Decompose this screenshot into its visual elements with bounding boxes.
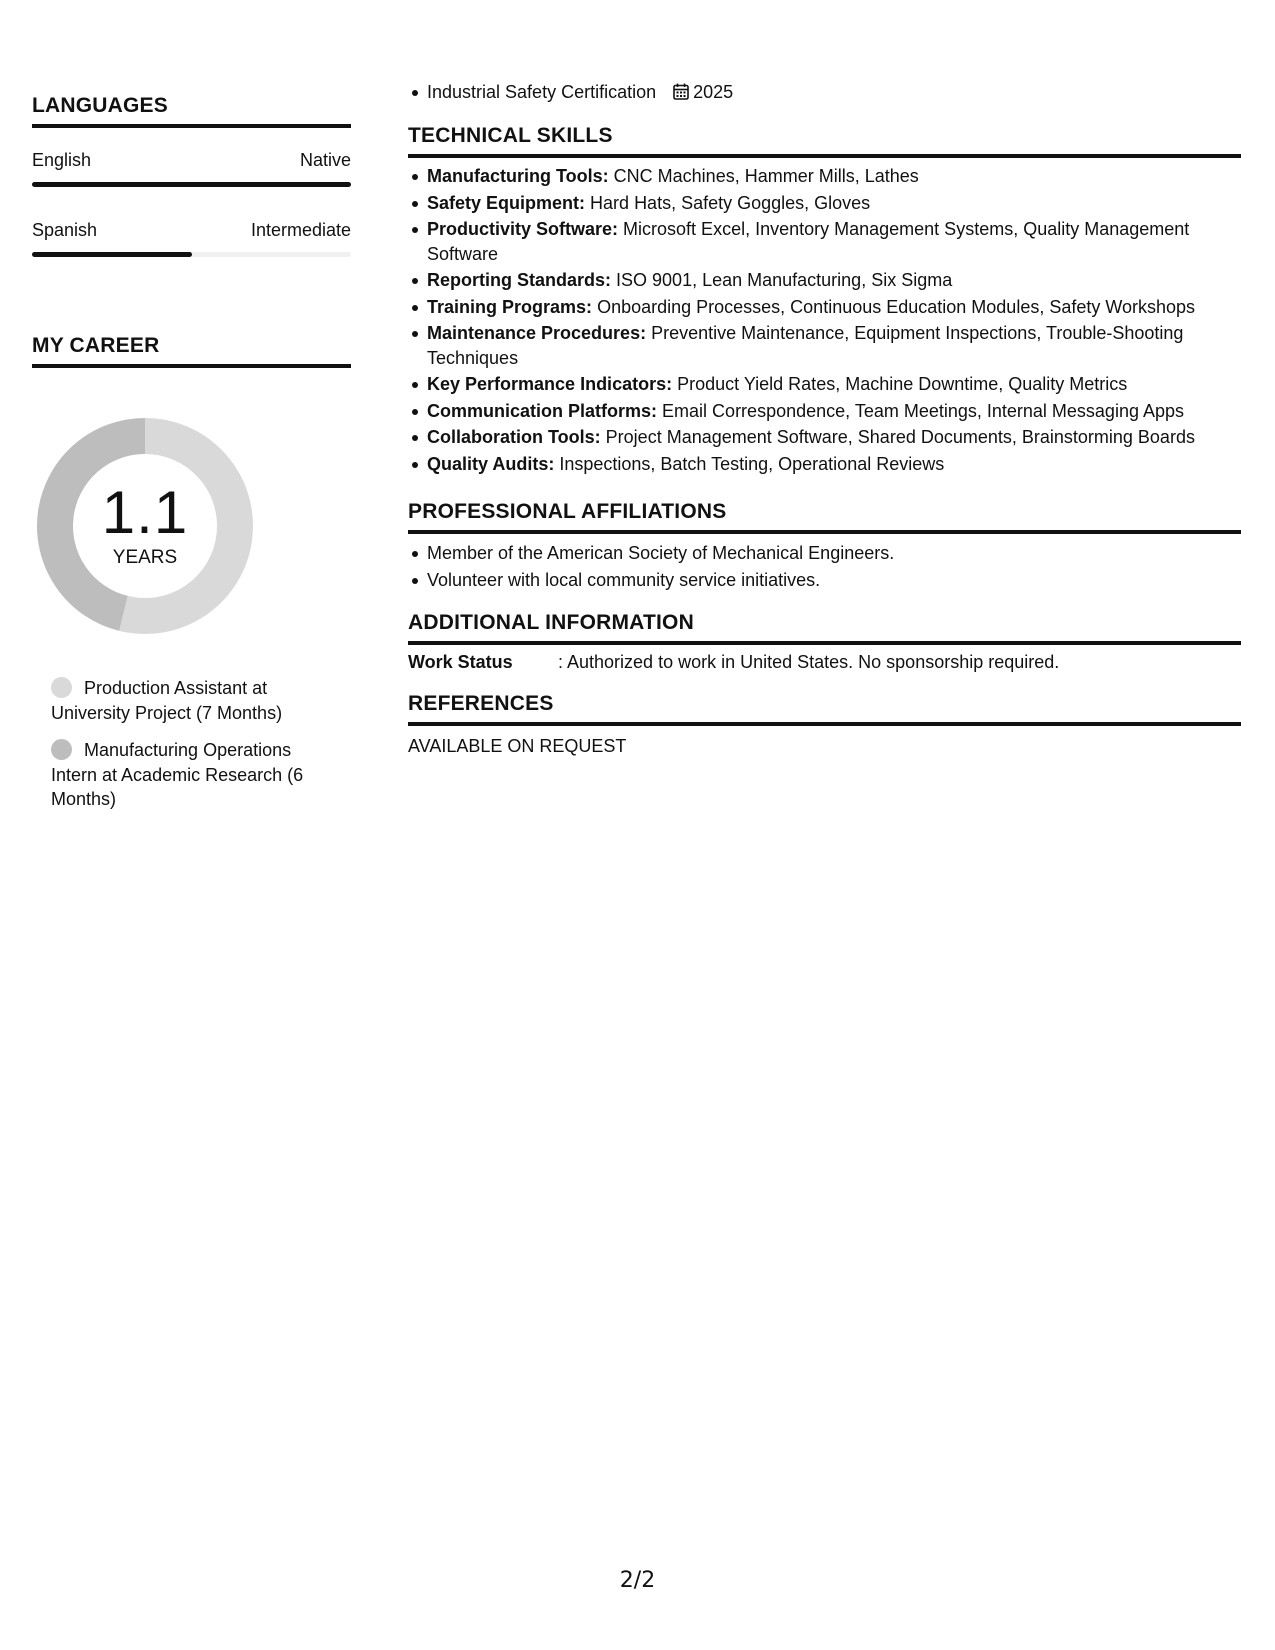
legend-dot-icon (51, 677, 72, 698)
skill-label: Communication Platforms: (427, 400, 658, 421)
languages-heading: LANGUAGES (32, 94, 351, 128)
technical-skills-list (408, 164, 1241, 478)
skill-label: Key Performance Indicators: (427, 374, 673, 394)
work-status-value: : Authorized to work in United States. No sponsorship required. (558, 652, 1060, 672)
language-name: Spanish (32, 220, 98, 240)
affiliation-item: Member of the American Society of Mechanical Engineers. (427, 541, 1260, 566)
career-donut-chart (32, 413, 258, 639)
skill-value: CNC Machines, Hammer Mills, Lathes (613, 166, 919, 186)
skill-item (427, 452, 1241, 477)
affiliations-list (408, 541, 1260, 594)
career-donut-center (32, 413, 258, 639)
skill-value: Hard Hats, Safety Goggles, Gloves (590, 192, 871, 213)
language-name: English (32, 150, 92, 170)
skill-item (427, 191, 1241, 216)
skill-value: Inspections, Batch Testing, Operational Reviews (559, 453, 945, 474)
calendar-icon (673, 83, 689, 100)
certification-name: Industrial Safety Certification (427, 82, 657, 102)
skill-value: Preventive Maintenance, Equipment Inspections, Trouble-Shooting Techniques (427, 323, 1184, 368)
skill-value: ISO 9001, Lean Manufacturing, Six Sigma (616, 270, 953, 290)
career-legend-item (51, 738, 331, 812)
certification-date (673, 82, 733, 102)
skill-item (427, 268, 1241, 293)
affiliations-heading: PROFESSIONAL AFFILIATIONS (408, 500, 1241, 534)
language-row-spanish (32, 220, 351, 241)
language-bar-english (32, 182, 351, 187)
language-bar-fill (32, 182, 351, 187)
skill-label: Productivity Software: (427, 219, 619, 239)
language-bar-fill (32, 252, 192, 257)
skill-label: Collaboration Tools: (427, 427, 601, 447)
skill-value: Project Management Software, Shared Documents, Brainstorming Boards (605, 427, 1195, 447)
skill-label: Maintenance Procedures: (427, 323, 647, 343)
legend-label: Production Assistant at University Project (7 Months) (51, 678, 283, 723)
work-status-label: Work Status (408, 652, 513, 672)
skill-item (427, 295, 1241, 320)
affiliation-item: Volunteer with local community service initiatives. (427, 568, 1260, 593)
skill-label: Reporting Standards: (427, 270, 612, 290)
skill-item (427, 399, 1241, 424)
skill-label: Manufacturing Tools: (427, 166, 609, 186)
skill-value: Onboarding Processes, Continuous Education Modules, Safety Workshops (597, 296, 1196, 317)
work-status-row (408, 652, 1241, 673)
language-level: Native (299, 150, 351, 170)
career-heading: MY CAREER (32, 334, 351, 368)
page-number: 2/2 (619, 1568, 656, 1593)
references-heading: REFERENCES (408, 692, 1241, 726)
skill-value: Microsoft Excel, Inventory Management Systems, Quality Management Software (427, 219, 1190, 264)
skill-item (427, 372, 1241, 397)
skill-item (427, 217, 1241, 266)
additional-info-heading: ADDITIONAL INFORMATION (408, 611, 1241, 645)
skill-value: Product Yield Rates, Machine Downtime, Quality Metrics (677, 374, 1128, 394)
language-row-english (32, 150, 351, 171)
career-total-unit: YEARS (112, 547, 178, 568)
legend-label: Manufacturing Operations Intern at Academic Research (6 Months) (51, 740, 304, 809)
skill-item (427, 164, 1241, 189)
language-bar-spanish (32, 252, 351, 257)
skill-item (427, 425, 1241, 450)
language-level: Intermediate (250, 220, 351, 240)
technical-skills-heading: TECHNICAL SKILLS (408, 124, 1241, 158)
skill-label: Safety Equipment: (427, 192, 586, 213)
certification-item (427, 80, 1260, 105)
career-total-value: 1.1 (101, 479, 189, 546)
skill-label: Training Programs: (427, 296, 593, 317)
references-text: AVAILABLE ON REQUEST (408, 736, 627, 756)
skill-value: Email Correspondence, Team Meetings, Internal Messaging Apps (662, 400, 1184, 421)
legend-dot-icon (51, 739, 72, 760)
certification-list (408, 80, 1260, 107)
certification-year: 2025 (693, 82, 734, 102)
skill-item (427, 321, 1241, 370)
career-legend-item (51, 676, 331, 725)
skill-label: Quality Audits: (427, 453, 555, 474)
